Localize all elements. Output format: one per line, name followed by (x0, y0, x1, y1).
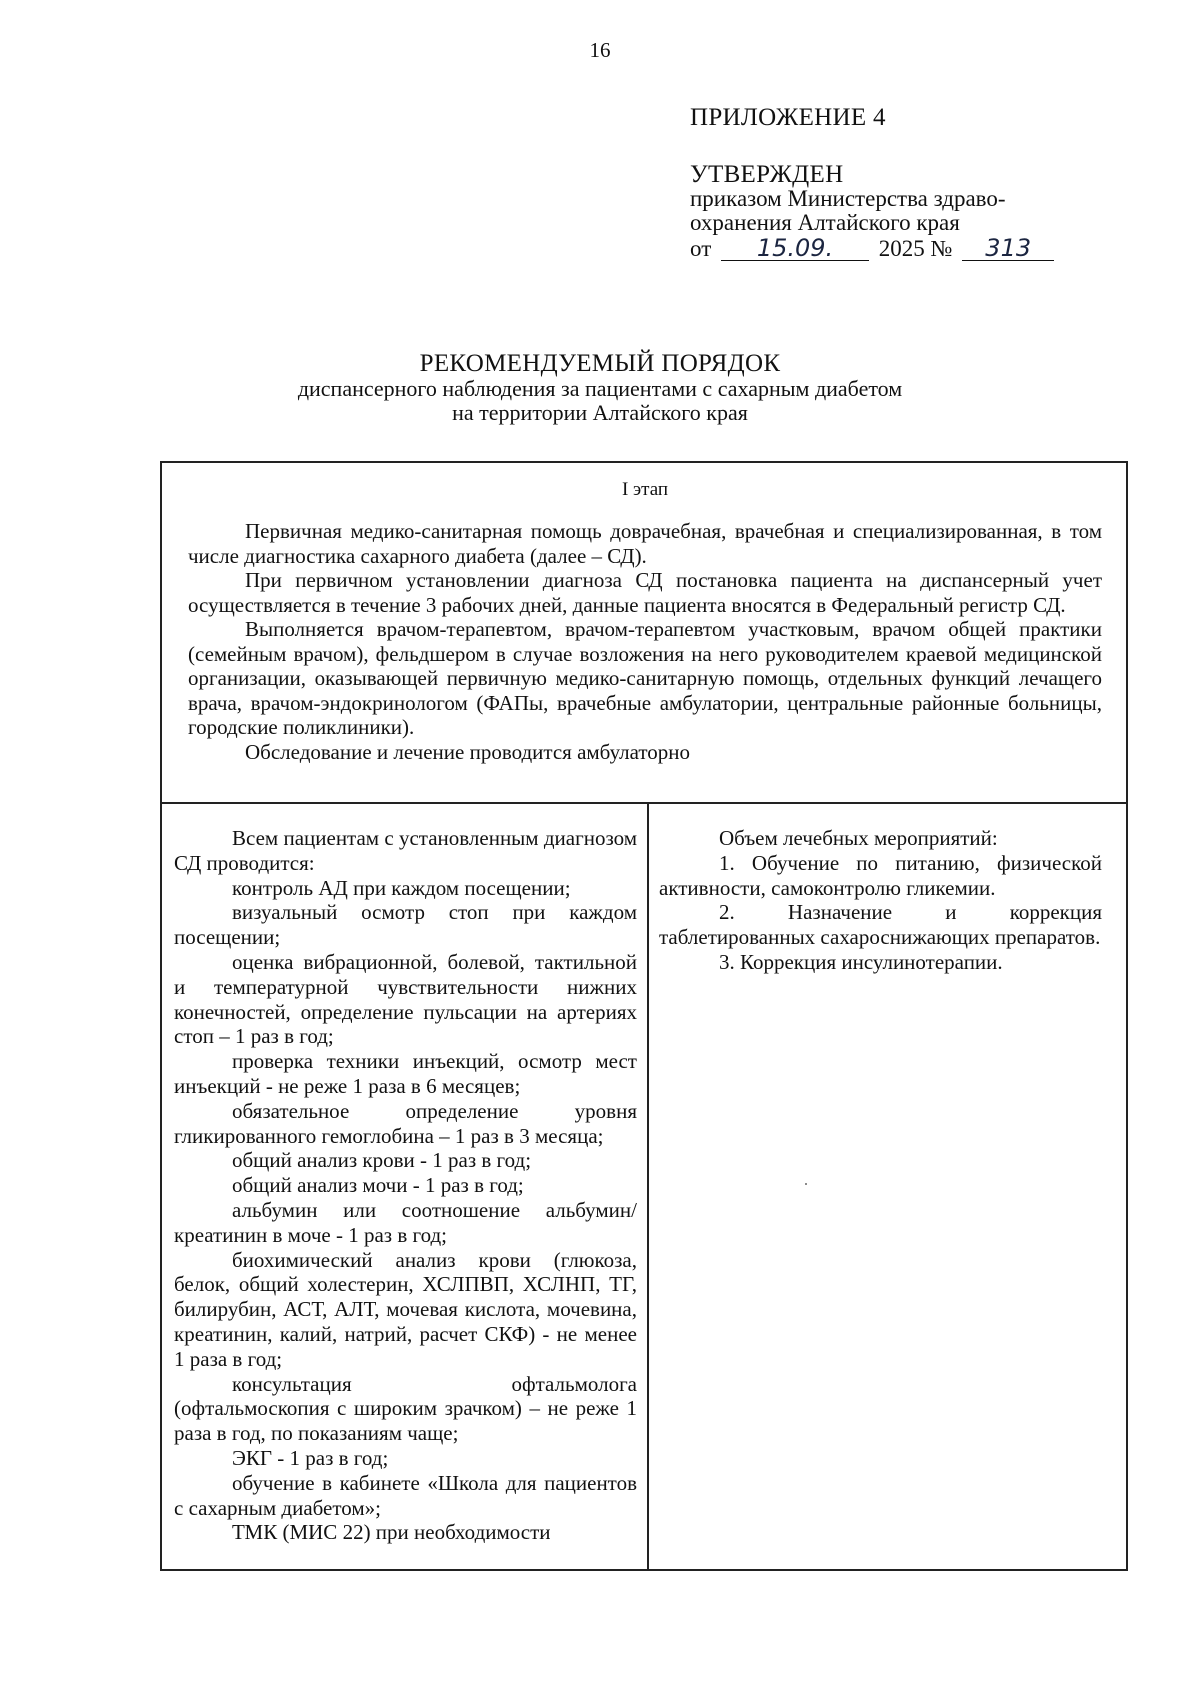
treatment-column (649, 804, 1126, 1569)
stage-paragraph: Выполняется врачом-терапевтом, врачом-терапевтом участковым, врачом общей практики (семейным врачом), фельдшером в случае возложения на него руководителем краевой медицинской организации, оказывающей первичную медико-санитарную помощь, отдельных функций лечащего врача, врачом-эндокринологом (ФАПы, врачебные амбулатории, центральные районные больницы, городские поликлиники). (188, 617, 1102, 739)
stage-block (162, 463, 1126, 804)
treatment-item: 3. Коррекция инсулинотерапии. (719, 949, 1003, 974)
annex-label: ПРИЛОЖЕНИЕ 4 (690, 104, 886, 131)
approval-order-line-1: приказом Министерства здраво- (690, 186, 1006, 211)
document-title-line-3: на территории Алтайского края (452, 400, 748, 425)
examination-item: Всем пациентам с установленным диагнозом СД проводится: (174, 826, 637, 875)
treatment-item: 1. Обучение по питанию, физической активности, самоконтролю гликемии. (659, 850, 1102, 900)
procedure-table (160, 461, 1128, 1571)
examination-item: общий анализ крови - 1 раз в год; (232, 1148, 532, 1173)
examination-item: проверка техники инъекций, осмотр мест инъекций - не реже 1 раза в 6 месяцев; (174, 1049, 637, 1098)
examination-item: консультация офтальмолога (офтальмоскопия с широким зрачком) – не реже 1 раза в год, по показаниям чаще; (174, 1371, 637, 1446)
examination-item: обучение в кабинете «Школа для пациентов с сахарным диабетом»; (174, 1470, 637, 1520)
treatment-item: Объем лечебных мероприятий: (719, 826, 998, 850)
stage-heading: I этап (621, 479, 669, 500)
scan-dot (805, 1183, 807, 1185)
examination-item: обязательное определение уровня гликированного гемоглобина – 1 раз в 3 месяца; (174, 1098, 637, 1148)
stage-paragraph: Первичная медико-санитарная помощь доврачебная, врачебная и специализированная, в том числе диагностика сахарного диабета (далее – СД). (188, 519, 1102, 568)
table-columns (162, 804, 1126, 1569)
approval-block (690, 104, 1160, 263)
handwritten-date: 15.09. (721, 236, 869, 261)
document-title (0, 350, 1200, 425)
treatment-item: 2. Назначение и коррекция таблетированных сахароснижающих препаратов. (659, 900, 1102, 950)
examination-item: биохимический анализ крови (глюкоза, белок, общий холестерин, ХСЛПВП, ХСЛНП, ТГ, билирубин, АСТ, АЛТ, мочевая кислота, мочевина, креатинин, калий, натрий, расчет СКФ) - не менее 1 раза в год; (174, 1247, 637, 1371)
examination-item: визуальный осмотр стоп при каждом посещении; (174, 900, 637, 950)
handwritten-order-number: 313 (962, 236, 1054, 261)
examination-item: ТМК (МИС 22) при необходимости (232, 1520, 551, 1545)
year-number-label: 2025 № (878, 236, 953, 261)
page-number: 16 (589, 38, 611, 62)
stage-paragraph: Обследование и лечение проводится амбулаторно (245, 739, 691, 764)
examination-item: общий анализ мочи - 1 раз в год; (232, 1173, 524, 1198)
examinations-column (162, 804, 649, 1569)
examination-item: альбумин или соотношение альбумин/креатинин в моче - 1 раз в год; (174, 1197, 637, 1247)
document-title-line-2: диспансерного наблюдения за пациентами с сахарным диабетом (297, 376, 903, 401)
document-title-main: РЕКОМЕНДУЕМЫЙ ПОРЯДОК (419, 350, 781, 377)
stage-paragraph: При первичном установлении диагноза СД постановка пациента на диспансерный учет осуществляется в течение 3 рабочих дней, данные пациента вносятся в Федеральный регистр СД. (188, 568, 1102, 617)
examination-item: оценка вибрационной, болевой, тактильной и температурной чувствительности нижних конечностей, определение пульсации на артериях стоп – 1 раз в год; (174, 949, 637, 1049)
approval-date-row (690, 235, 1160, 263)
examination-item: контроль АД при каждом посещении; (232, 875, 571, 900)
examination-item: ЭКГ - 1 раз в год; (232, 1445, 389, 1470)
approval-order-line-2: охранения Алтайского края (690, 210, 960, 235)
from-label: от (690, 236, 712, 261)
approval-title: УТВЕРЖДЕН (690, 161, 844, 188)
